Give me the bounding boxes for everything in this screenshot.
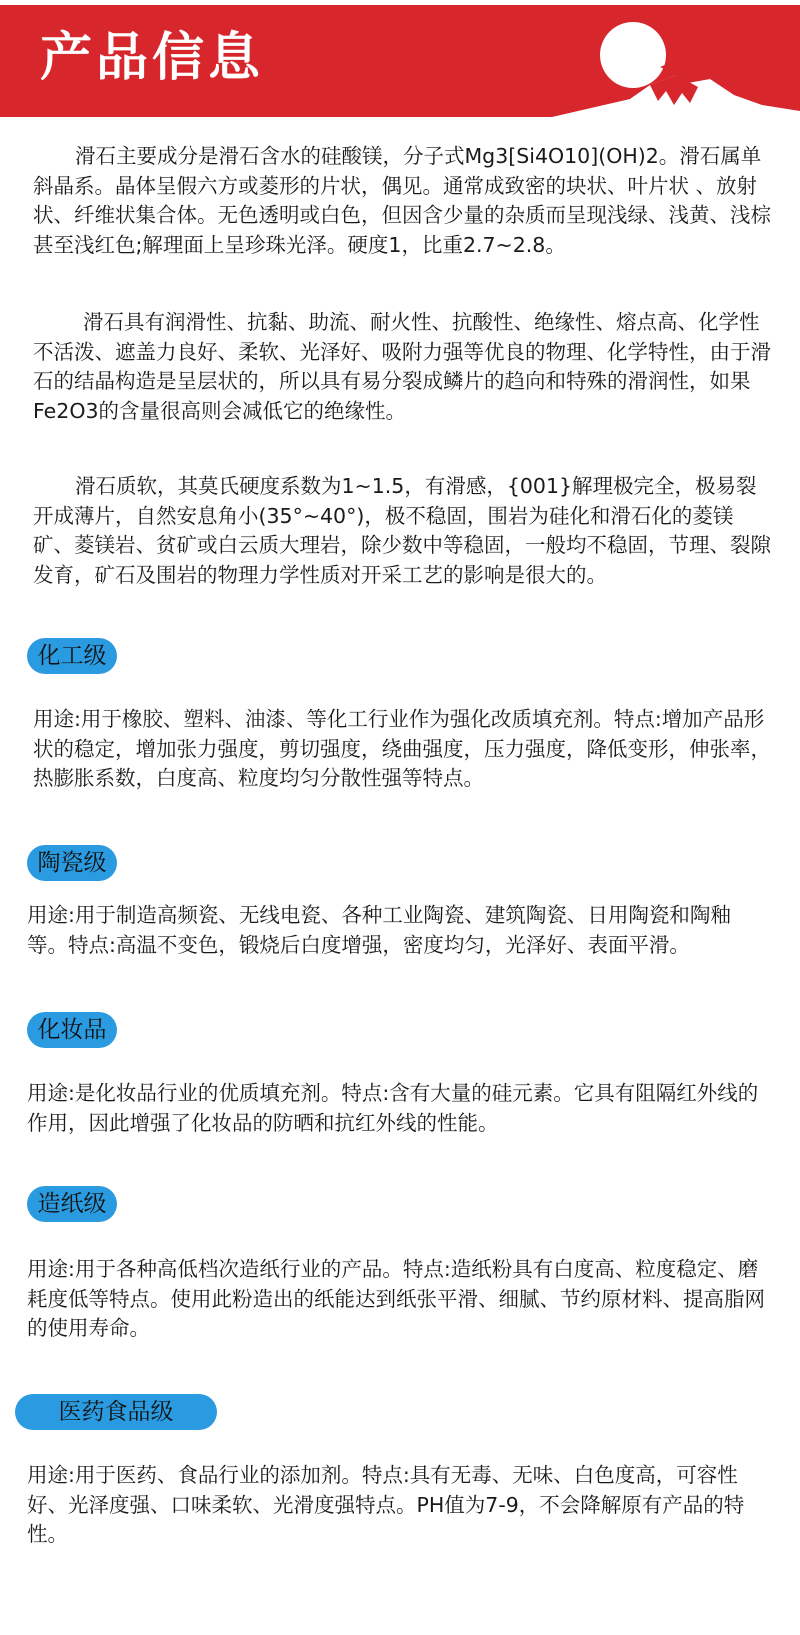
badge-ceramic-grade: 陶瓷级: [27, 845, 117, 881]
pharma-food-grade-text: 用途:用于医药、食品行业的添加剂。特点:具有无毒、无味、白色度高，可容性好、光泽度强、口味柔软、光滑度强特点。PH值为7-9，不会降解原有产品的特性。: [27, 1463, 745, 1546]
intro-paragraph-1: 滑石主要成分是滑石含水的硅酸镁，分子式Mg3[Si4O10](OH)2。滑石属单斜晶系。晶体呈假六方或菱形的片状，偶见。通常成致密的块状、叶片状 、放射状、纤维状集合体。无色透明或白色，但因含少量的杂质而呈现浅绿、浅黄、浅棕甚至浅红色;解理面上呈珍珠光泽。硬度1，比重2.7~2.8。: [33, 144, 771, 257]
cosmetic-grade-text: 用途:是化妆品行业的优质填充剂。特点:含有大量的硅元素。它具有阻隔红外线的作用，因此增强了化妆品的防晒和抗红外线的性能。: [27, 1081, 759, 1135]
paper-grade-text: 用途:用于各种高低档次造纸行业的产品。特点:造纸粉具有白度高、粒度稳定、磨耗度低等特点。使用此粉造出的纸能达到纸张平滑、细腻、节约原材料、提高脂网的使用寿命。: [27, 1257, 765, 1340]
badge-paper-grade: 造纸级: [27, 1186, 117, 1222]
chemical-grade-text: 用途:用于橡胶、塑料、油漆、等化工行业作为强化改质填充剂。特点:增加产品形状的稳定，增加张力强度，剪切强度，绕曲强度，压力强度，降低变形，伸张率，热膨胀系数，白度高、粒度均匀分散性强等特点。: [33, 707, 771, 790]
badge-chemical-grade: 化工级: [27, 638, 117, 674]
ceramic-grade-text: 用途:用于制造高频瓷、无线电瓷、各种工业陶瓷、建筑陶瓷、日用陶瓷和陶釉等。特点:高温不变色，锻烧后白度增强，密度均匀，光泽好、表面平滑。: [27, 903, 731, 957]
intro-paragraph-3: 滑石质软，其莫氏硬度系数为1~1.5，有滑感，{001}解理极完全，极易裂开成薄片，自然安息角小(35°~40°)，极不稳固，围岩为硅化和滑石化的菱镁矿、菱镁岩、贫矿或白云质大理岩，除少数中等稳固，一般均不稳固，节理、裂隙发育，矿石及围岩的物理力学性质对开采工艺的影响是很大的。: [33, 474, 771, 587]
red-sun-mountain-icon: [500, 5, 800, 117]
header-banner: [0, 5, 800, 117]
intro-paragraph-2: 滑石具有润滑性、抗黏、助流、耐火性、抗酸性、绝缘性、熔点高、化学性不活泼、遮盖力良好、柔软、光泽好、吸附力强等优良的物理、化学特性，由于滑石的结晶构造是呈层状的，所以具有易分裂成鳞片的趋向和特殊的滑润性，如果Fe2O3的含量很高则会减低它的绝缘性。: [33, 310, 771, 423]
badge-pharma-food-grade: 医药食品级: [15, 1394, 217, 1430]
page-title: 产品信息: [40, 28, 265, 88]
badge-cosmetic-grade: 化妆品: [27, 1012, 117, 1048]
